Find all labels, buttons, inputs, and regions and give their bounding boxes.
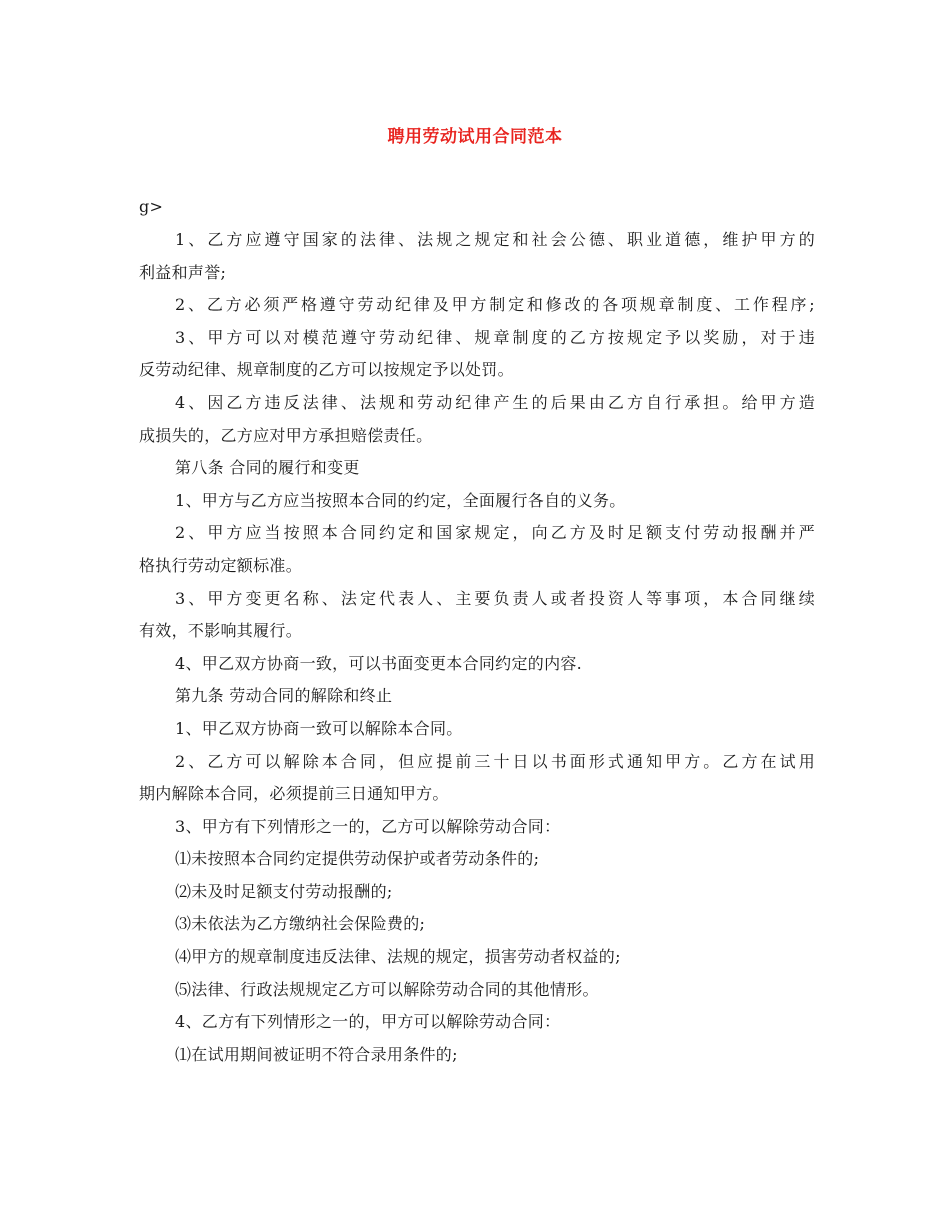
paragraph-line: 利益和声誉; <box>139 262 227 282</box>
paragraph-line: 成损失的，乙方应对甲方承担赔偿责任。 <box>139 425 433 445</box>
paragraph-line: 4、乙方有下列情形之一的，甲方可以解除劳动合同： <box>175 1012 561 1032</box>
paragraph-line: 2、甲方应当按照本合同约定和国家规定，向乙方及时足额支付劳动报酬并严 <box>175 523 815 543</box>
list-item: ⑴未按照本合同约定提供劳动保护或者劳动条件的; <box>175 849 540 869</box>
section-heading: 第八条 合同的履行和变更 <box>175 458 360 478</box>
paragraph-line: 期内解除本合同，必须提前三日通知甲方。 <box>139 784 449 804</box>
paragraph-line: 3、甲方有下列情形之一的，乙方可以解除劳动合同： <box>175 816 561 836</box>
paragraph-line: 1、甲乙双方协商一致可以解除本合同。 <box>175 718 463 738</box>
paragraph-line: 3、甲方可以对模范遵守劳动纪律、规章制度的乙方按规定予以奖励，对于违 <box>175 327 815 347</box>
list-item: ⑷甲方的规章制度违反法律、法规的规定，损害劳动者权益的; <box>175 947 621 967</box>
section-heading: 第九条 劳动合同的解除和终止 <box>175 686 393 706</box>
paragraph-line: 4、甲乙双方协商一致，可以书面变更本合同约定的内容. <box>175 653 583 673</box>
paragraph-line: 反劳动纪律、规章制度的乙方可以按规定予以处罚。 <box>139 360 514 380</box>
paragraph-line: 2、乙方必须严格遵守劳动纪律及甲方制定和修改的各项规章制度、工作程序; <box>175 295 815 315</box>
list-item: ⑵未及时足额支付劳动报酬的; <box>175 881 393 901</box>
list-item: ⑴在试用期间被证明不符合录用条件的; <box>175 1044 458 1064</box>
paragraph-line: 2、乙方可以解除本合同，但应提前三十日以书面形式通知甲方。乙方在试用 <box>175 751 815 771</box>
paragraph-line: 有效，不影响其履行。 <box>139 621 303 641</box>
list-item: ⑶未依法为乙方缴纳社会保险费的; <box>175 914 426 934</box>
paragraph-line: 格执行劳动定额标准。 <box>139 555 303 575</box>
text-fragment: g> <box>139 197 164 216</box>
document-title: 聘用劳动试用合同范本 <box>387 127 563 147</box>
paragraph-line: 1、乙方应遵守国家的法律、法规之规定和社会公德、职业道德，维护甲方的 <box>175 230 815 249</box>
paragraph-line: 4、因乙方违反法律、法规和劳动纪律产生的后果由乙方自行承担。给甲方造 <box>175 392 815 412</box>
paragraph-line: 1、甲方与乙方应当按照本合同的约定，全面履行各自的义务。 <box>175 490 626 510</box>
paragraph-line: 3、甲方变更名称、法定代表人、主要负责人或者投资人等事项，本合同继续 <box>175 588 815 608</box>
document-body <box>139 194 815 1071</box>
list-item: ⑸法律、行政法规规定乙方可以解除劳动合同的其他情形。 <box>175 979 599 999</box>
